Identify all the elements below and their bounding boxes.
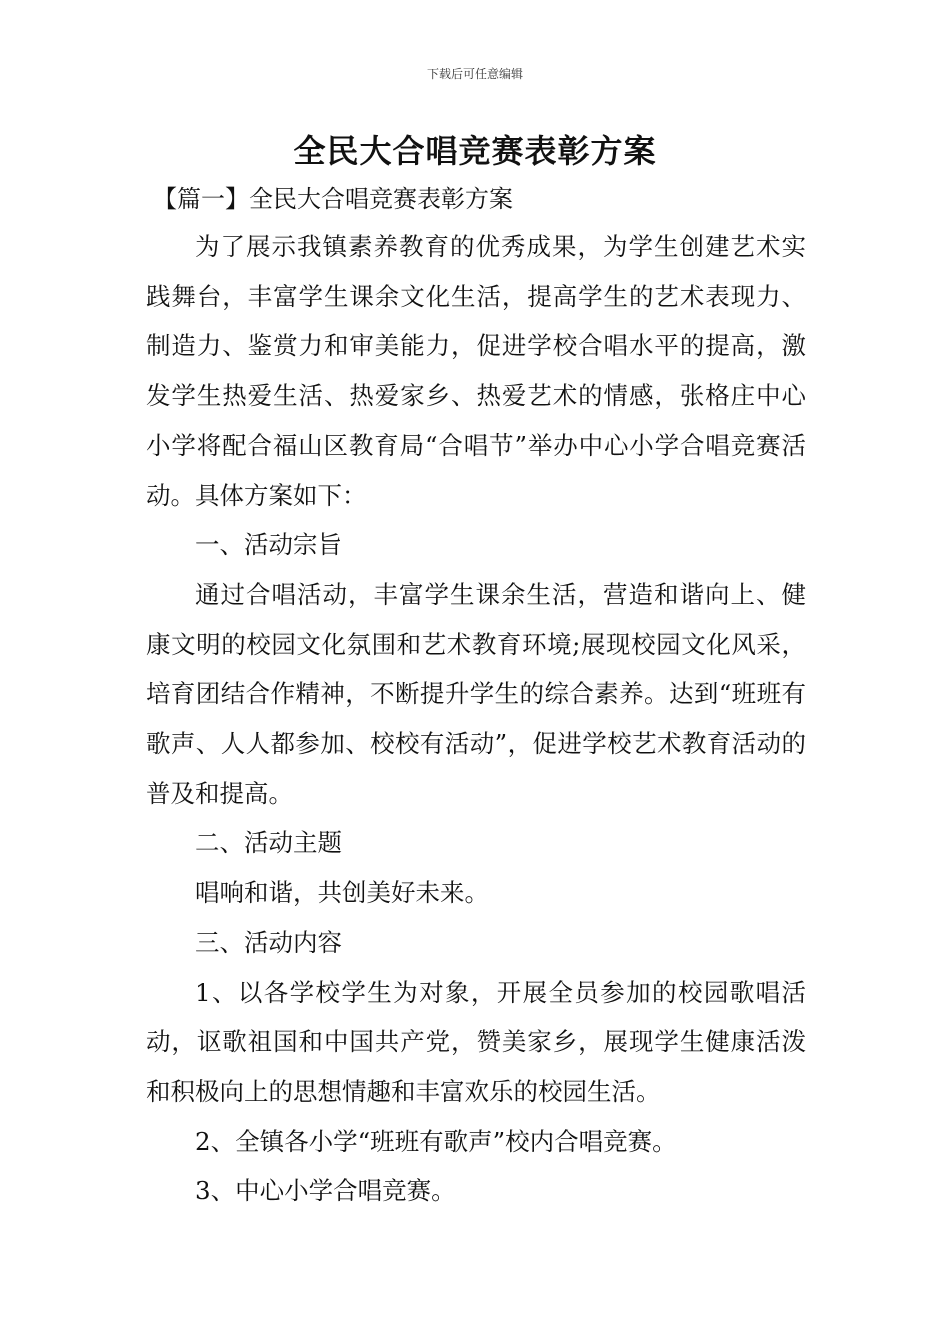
page-header-note: 下载后可任意编辑: [426, 67, 523, 81]
section-heading-theme: 二、活动主题: [195, 828, 342, 858]
content-item-1: 1、以各学校学生为对象，开展全员参加的校园歌唱活动，讴歌祖国和中国共产党，赞美家乡，展现学生健康活泼和积极向上的思想情趣和丰富欢乐的校园生活。: [146, 977, 806, 1106]
section-heading-content: 三、活动内容: [195, 927, 342, 957]
content-item-2: 2、全镇各小学“班班有歌声”校内合唱竞赛。: [195, 1126, 677, 1156]
section-heading-purpose: 一、活动宗旨: [195, 530, 342, 560]
purpose-paragraph: 通过合唱活动，丰富学生课余生活，营造和谐向上、健康文明的校园文化氛围和艺术教育环境;展现校园文化风采，培育团结合作精神，不断提升学生的综合素养。达到“班班有歌声、人人都参加、校校有活动”，促进学校艺术教育活动的普及和提高。: [146, 579, 806, 808]
document-body: [146, 222, 806, 1216]
document-title: 全民大合唱竞赛表彰方案: [293, 132, 657, 170]
intro-paragraph: 为了展示我镇素养教育的优秀成果，为学生创建艺术实践舞台，丰富学生课余文化生活，提高学生的艺术表现力、制造力、鉴赏力和审美能力，促进学校合唱水平的提高，激发学生热爱生活、热爱家乡、热爱艺术的情感，张格庄中心小学将配合福山区教育局“合唱节”举办中心小学合唱竞赛活动。具体方案如下：: [146, 232, 806, 510]
theme-paragraph: 唱响和谐，共创美好未来。: [195, 878, 489, 908]
section-subheading: 【篇一】全民大合唱竞赛表彰方案: [153, 185, 513, 213]
content-item-3: 3、中心小学合唱竞赛。: [195, 1176, 456, 1206]
